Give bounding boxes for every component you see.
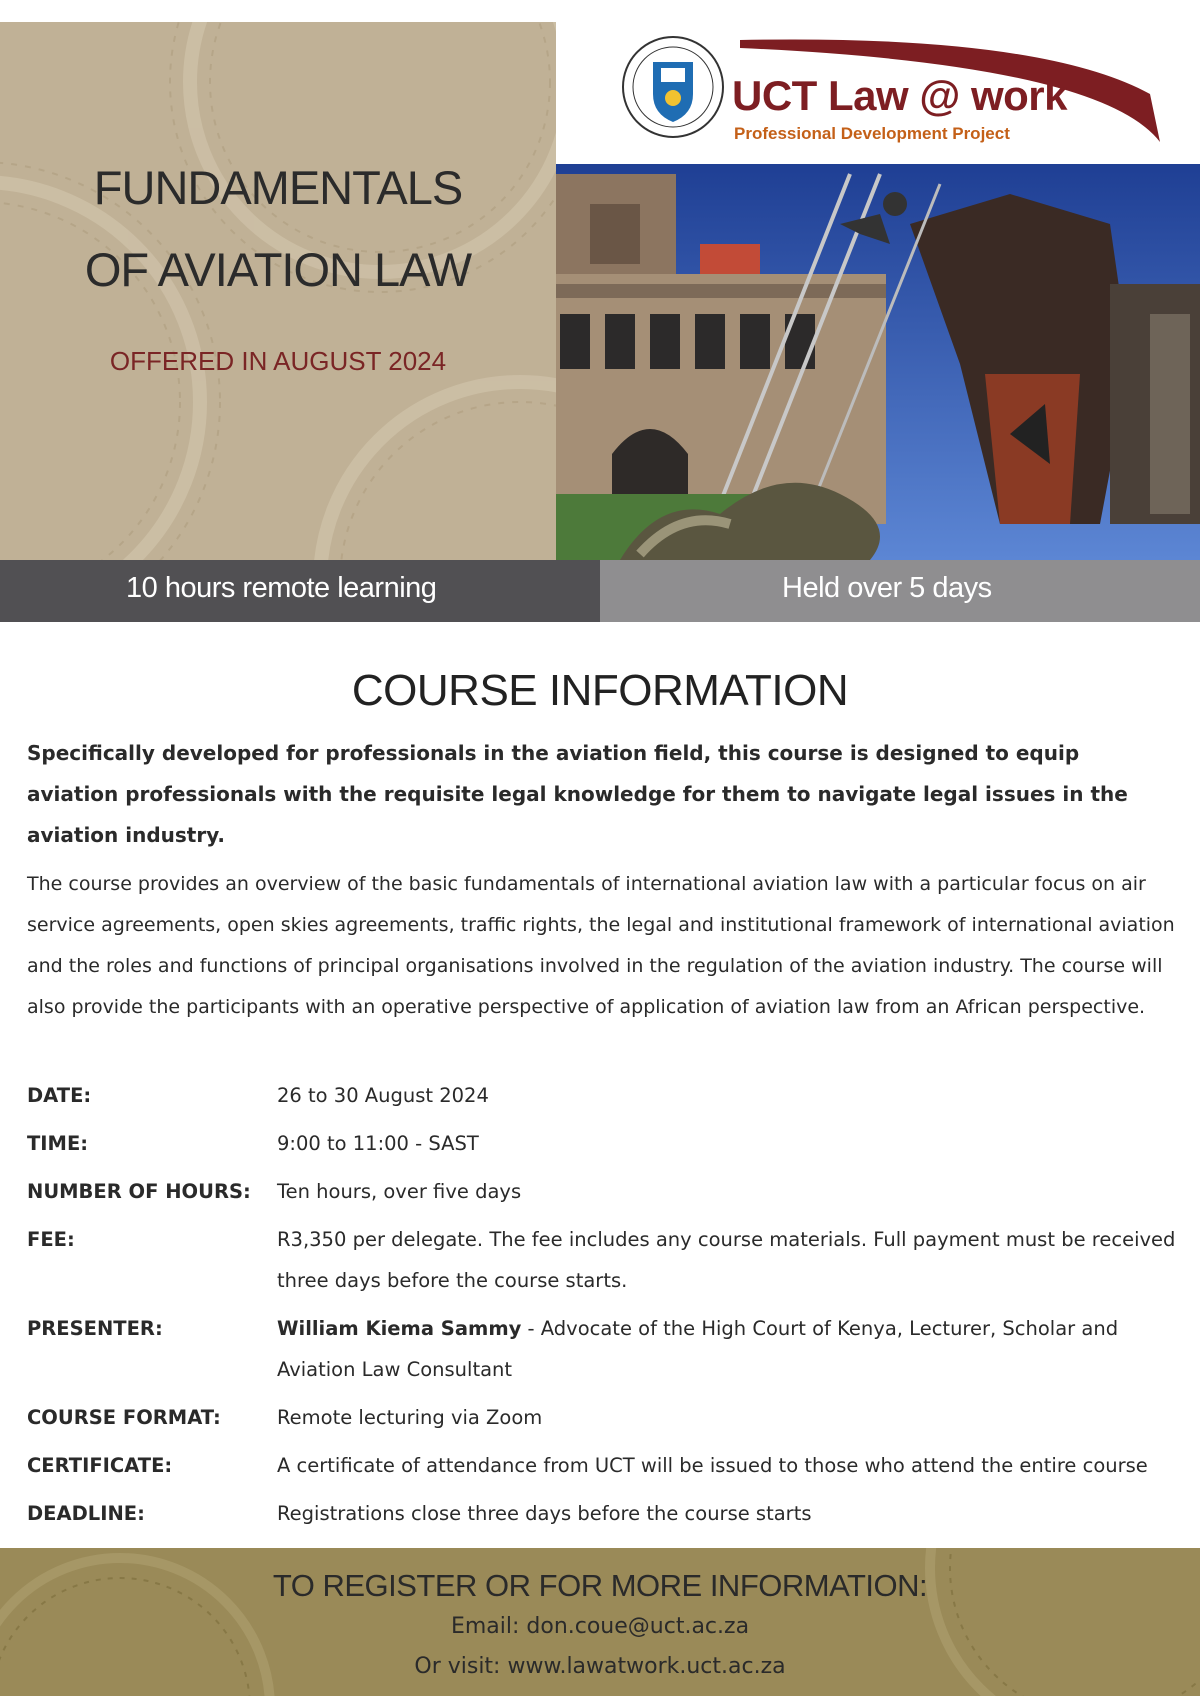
banner-right-text: Held over 5 days xyxy=(782,572,992,604)
course-intro: Specifically developed for professionals in the aviation field, this course is designed to equip aviation professionals with the requisite legal knowledge for them to navigate legal issues in the aviation industry. xyxy=(27,741,1128,847)
brand-name: UCT Law @ work xyxy=(732,72,1067,119)
email-label: Email: xyxy=(450,1614,520,1639)
course-title-line1: FUNDAMENTALS xyxy=(93,161,463,214)
visit-label: Or visit: xyxy=(414,1654,501,1679)
time-label: TIME: xyxy=(27,1132,89,1155)
footer-email xyxy=(0,1614,1200,1639)
banner-left-text: 10 hours remote learning xyxy=(126,572,437,604)
date-label: DATE: xyxy=(27,1084,92,1107)
presenter-value xyxy=(277,1308,1197,1390)
course-description: The course provides an overview of the basic fundamentals of international aviation law with a particular focus on air service agreements, open skies agreements, traffic rights, the legal and institutional framework of international aviation and the roles and functions of principal organisations involved in the regulation of the aviation industry. The course will also provide the participants with an operative perspective of application of aviation law from an African perspective. xyxy=(27,873,1175,1018)
fee-value: R3,350 per delegate. The fee includes any course materials. Full payment must be received three days before the course starts. xyxy=(277,1228,1176,1292)
format-value: Remote lecturing via Zoom xyxy=(277,1406,543,1429)
fee-label: FEE: xyxy=(27,1228,75,1251)
deadline-label: DEADLINE: xyxy=(27,1502,145,1525)
footer-title: TO REGISTER OR FOR MORE INFORMATION: xyxy=(272,1568,928,1603)
offered-date: OFFERED IN AUGUST 2024 xyxy=(109,346,447,376)
date-value: 26 to 30 August 2024 xyxy=(277,1084,489,1107)
presenter-label: PRESENTER: xyxy=(27,1317,163,1340)
presenter-bio: - Advocate of the High Court of Kenya, Lecturer, Scholar and Aviation Law Consultant xyxy=(277,1317,1119,1381)
time-value: 9:00 to 11:00 - SAST xyxy=(277,1132,479,1155)
certificate-label: CERTIFICATE: xyxy=(27,1454,173,1477)
deadline-value: Registrations close three days before the course starts xyxy=(277,1502,812,1525)
course-title-line2: OF AVIATION LAW xyxy=(84,243,472,296)
presenter-name: William Kiema Sammy xyxy=(277,1317,522,1340)
university-seal-icon xyxy=(620,34,726,140)
email-link[interactable]: don.coue@uct.ac.za xyxy=(526,1614,750,1639)
course-info-heading: COURSE INFORMATION xyxy=(351,666,849,715)
website-link[interactable]: www.lawatwork.uct.ac.za xyxy=(507,1654,786,1679)
hours-label: NUMBER OF HOURS: xyxy=(27,1180,251,1203)
footer-website xyxy=(0,1654,1200,1679)
certificate-value: A certificate of attendance from UCT will be issued to those who attend the entire course xyxy=(277,1454,1148,1477)
hours-value: Ten hours, over five days xyxy=(277,1180,522,1203)
format-label: COURSE FORMAT: xyxy=(27,1406,221,1429)
brand-tagline: Professional Development Project xyxy=(734,124,1010,143)
